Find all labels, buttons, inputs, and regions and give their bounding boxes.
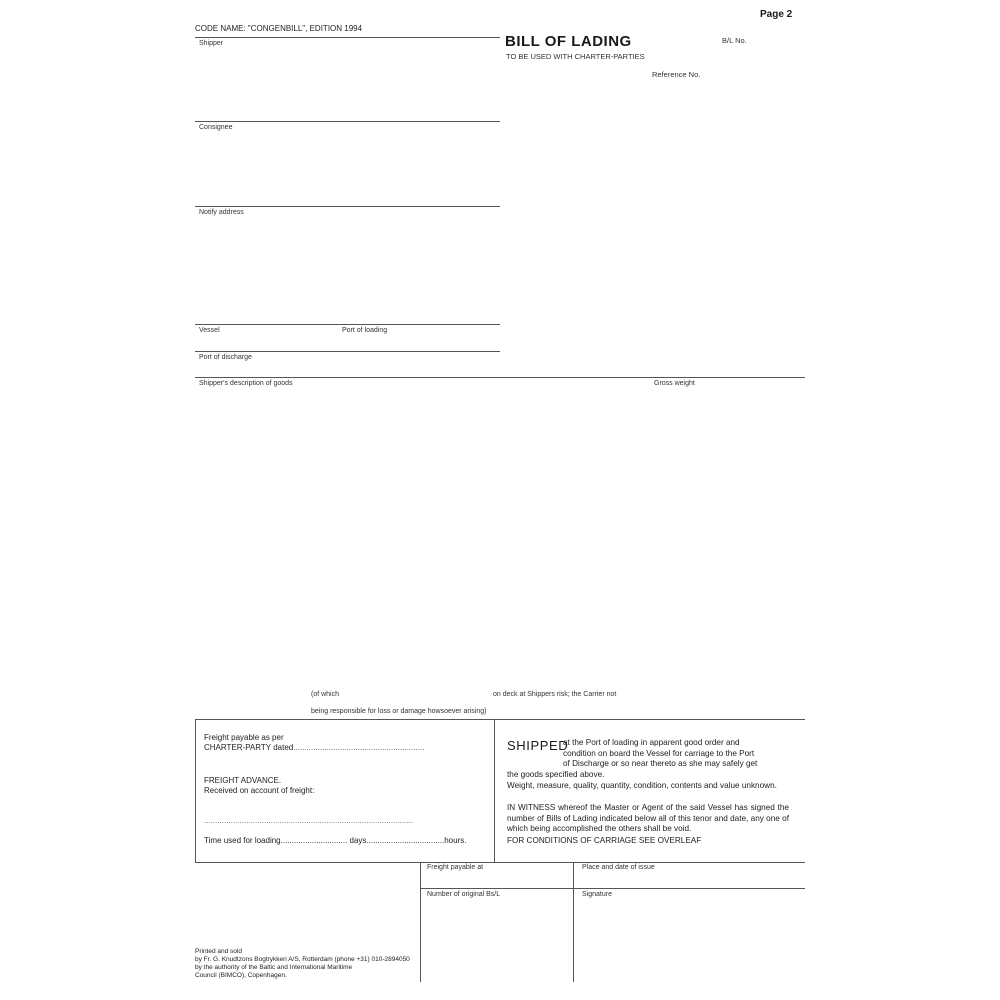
- freight-payable-at-field[interactable]: [421, 872, 571, 886]
- reference-number-label: Reference No.: [652, 70, 701, 79]
- bottom-grid-middle-rule: [420, 888, 805, 889]
- deck-clause-responsibility: being responsible for loss or damage howsoever arising): [311, 708, 487, 715]
- top-rule: [195, 37, 500, 38]
- number-original-bl-label: Number of original Bs/L: [427, 891, 501, 898]
- shipped-line-2: condition on board the Vessel for carriage to the Port: [563, 748, 755, 758]
- freight-payable-per-label: Freight payable as per: [204, 733, 284, 742]
- freight-box-left-border: [195, 719, 196, 863]
- bottom-grid-top-rule: [420, 862, 805, 863]
- on-deck-quantity-field[interactable]: [350, 687, 488, 699]
- deck-clause-on-deck: on deck at Shippers risk; the Carrier not: [493, 691, 617, 698]
- page-number: Page 2: [760, 9, 793, 20]
- port-of-loading-field[interactable]: [340, 334, 500, 349]
- consignee-divider: [195, 206, 500, 207]
- shipped-heading: SHIPPED: [507, 738, 569, 753]
- shipper-label: Shipper: [199, 40, 224, 47]
- freight-box-bottom-border: [195, 862, 420, 863]
- notify-address-field[interactable]: [195, 219, 500, 319]
- place-date-issue-field[interactable]: [574, 872, 804, 886]
- freight-advance-amount-field[interactable]: ..............................................................................................: [204, 816, 413, 825]
- goods-description-label: Shipper's description of goods: [199, 380, 293, 387]
- deck-clause-of-which: (of which: [311, 691, 340, 698]
- weight-clause: Weight, measure, quality, quantity, condition, contents and value unknown.: [507, 781, 777, 790]
- consignee-field[interactable]: [195, 134, 500, 204]
- place-date-issue-label: Place and date of issue: [582, 864, 655, 871]
- printer-imprint: [195, 948, 410, 980]
- port-of-discharge-label: Port of discharge: [199, 354, 252, 361]
- gross-weight-field[interactable]: [650, 390, 805, 680]
- shipped-line-3: of Discharge or so near thereto as she may safely get: [563, 759, 758, 768]
- freight-advance-title: FREIGHT ADVANCE.: [204, 776, 282, 785]
- freight-advance-received-label: Received on account of freight:: [204, 786, 315, 795]
- lower-section-top-rule: [195, 719, 805, 720]
- vessel-label: Vessel: [199, 327, 220, 334]
- witness-clause: IN WITNESS whereof the Master or Agent of the said Vessel has signed the number of Bills of Lading indicated below all of this tenor and date, any one of which being accomplished the others shall be void.: [507, 803, 789, 833]
- port-of-loading-label: Port of loading: [342, 327, 388, 334]
- printer-line-3: by the authority of the Baltic and International Maritime: [195, 964, 353, 971]
- shipper-field[interactable]: [195, 50, 500, 120]
- signature-label: Signature: [582, 891, 612, 898]
- consignee-label: Consignee: [199, 124, 233, 131]
- printer-line-4: Council (BIMCO), Copenhagen.: [195, 972, 287, 979]
- shipped-line-4: the goods specified above.: [507, 769, 605, 779]
- notify-divider: [195, 324, 500, 325]
- freight-payable-at-label: Freight payable at: [427, 864, 484, 871]
- time-used-for-loading-field[interactable]: Time used for loading.............................. days...................................hours.: [204, 836, 467, 845]
- document-title: BILL OF LADING: [505, 33, 632, 50]
- printer-line-1: Printed and sold: [195, 948, 242, 955]
- document-subtitle: TO BE USED WITH CHARTER-PARTIES: [506, 52, 645, 61]
- charter-party-date-field[interactable]: ...........................................................: [293, 743, 425, 752]
- charter-party-dated-label: CHARTER-PARTY dated: [204, 743, 294, 752]
- code-name: CODE NAME: "CONGENBILL", EDITION 1994: [195, 24, 363, 33]
- shipper-divider: [195, 121, 500, 122]
- printer-line-2: by Fr. G. Knudtzons Bogtrykkeri A/S, Rotterdam (phone +31) 010-2894050: [195, 956, 410, 963]
- shipped-line-1: at the Port of loading in apparent good order and: [563, 738, 740, 747]
- bl-number-label: B/L No.: [722, 36, 747, 45]
- goods-top-rule: [195, 377, 805, 378]
- gross-weight-label: Gross weight: [654, 380, 695, 387]
- goods-description-field[interactable]: [195, 390, 635, 680]
- port-of-discharge-field[interactable]: [195, 361, 500, 375]
- vessel-divider: [195, 351, 500, 352]
- freight-box-right-border: [494, 719, 495, 863]
- conditions-overleaf: FOR CONDITIONS OF CARRIAGE SEE OVERLEAF: [507, 836, 702, 845]
- signature-field[interactable]: [574, 900, 804, 980]
- number-original-bl-field[interactable]: [421, 900, 571, 980]
- notify-address-label: Notify address: [199, 209, 244, 216]
- vessel-field[interactable]: [195, 334, 335, 349]
